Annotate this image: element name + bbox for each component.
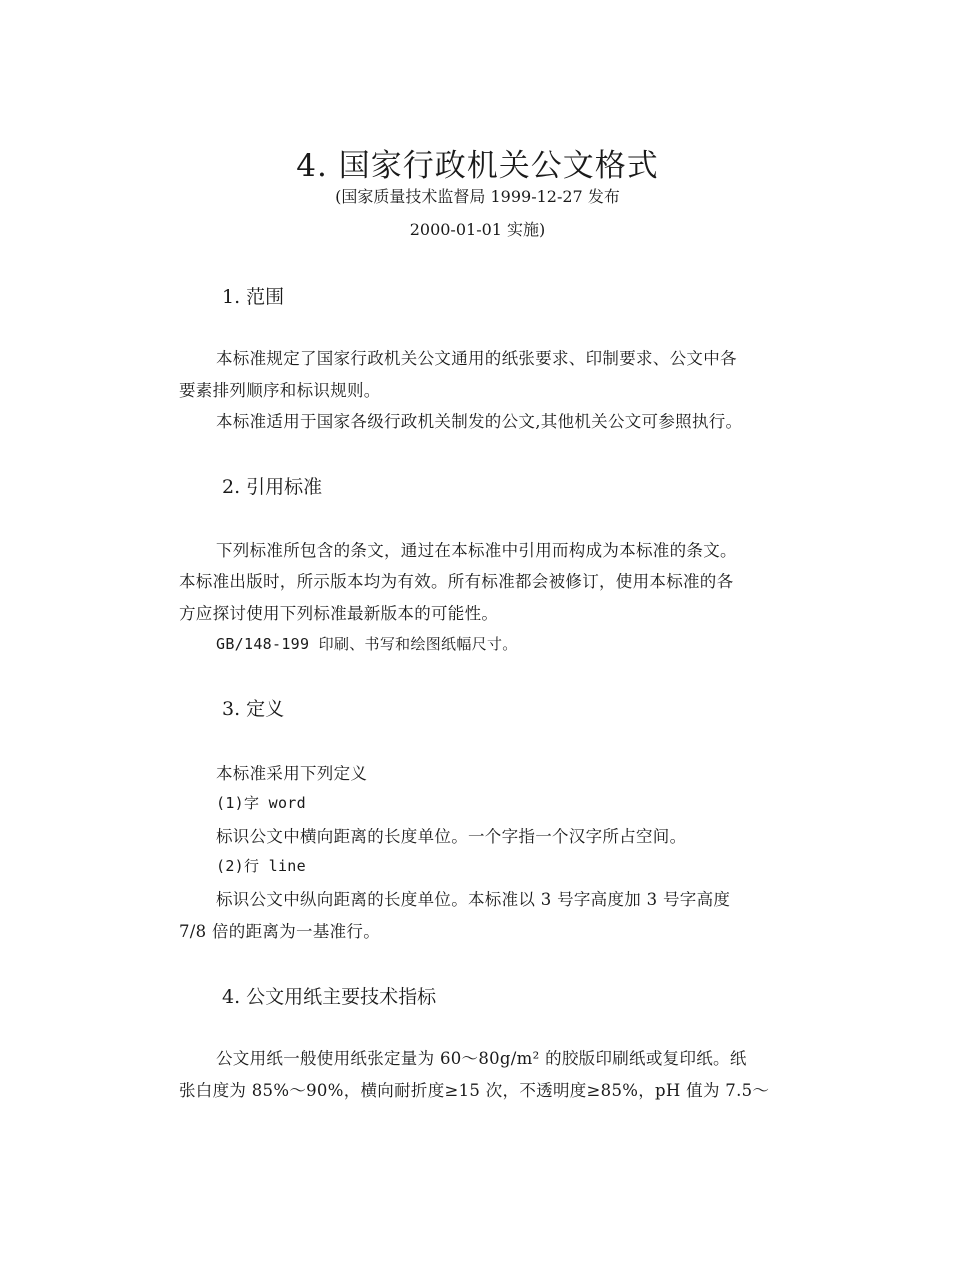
paragraph-line: 本标准采用下列定义: [216, 764, 368, 783]
paragraph-line: 要素排列顺序和标识规则。: [179, 381, 381, 400]
paragraph-line: 标识公文中横向距离的长度单位。一个字指一个汉字所占空间。: [216, 827, 687, 846]
definition-term-word: (1)字 word: [216, 794, 306, 812]
paragraph-line: 本标准出版时，所示版本均为有效。所有标准都会被修订，使用本标准的各: [179, 572, 734, 591]
paragraph-line: 公文用纸一般使用纸张定量为 60～80g/m² 的胶版印刷纸或复印纸。纸: [216, 1049, 747, 1068]
reference-standard-line: GB/148-199 印刷、书写和绘图纸幅尺寸。: [216, 635, 518, 653]
section-heading-paper-specs: 4. 公文用纸主要技术指标: [222, 986, 437, 1008]
paragraph-line: 本标准规定了国家行政机关公文通用的纸张要求、印制要求、公文中各: [216, 349, 737, 368]
paragraph-line: 7/8 倍的距离为一基准行。: [179, 922, 380, 941]
paragraph-line: 标识公文中纵向距离的长度单位。本标准以 3 号字高度加 3 号字高度: [216, 890, 731, 909]
section-heading-definitions: 3. 定义: [222, 698, 285, 720]
document-title: 4. 国家行政机关公文格式: [296, 148, 659, 184]
paragraph-line: 本标准适用于国家各级行政机关制发的公文,其他机关公文可参照执行。: [216, 412, 743, 431]
paragraph-line: 张白度为 85%～90%，横向耐折度≥15 次，不透明度≥85%，pH 值为 7.5～: [179, 1081, 770, 1100]
section-heading-references: 2. 引用标准: [222, 476, 323, 498]
paragraph-line: 下列标准所包含的条文，通过在本标准中引用而构成为本标准的条文。: [216, 541, 737, 560]
document-subtitle-line2: 2000-01-01 实施): [409, 220, 546, 239]
definition-term-line: (2)行 line: [216, 857, 306, 875]
document-subtitle-line1: (国家质量技术监督局 1999-12-27 发布: [335, 187, 620, 206]
paragraph-line: 方应探讨使用下列标准最新版本的可能性。: [179, 604, 499, 623]
section-heading-scope: 1. 范围: [222, 286, 285, 308]
